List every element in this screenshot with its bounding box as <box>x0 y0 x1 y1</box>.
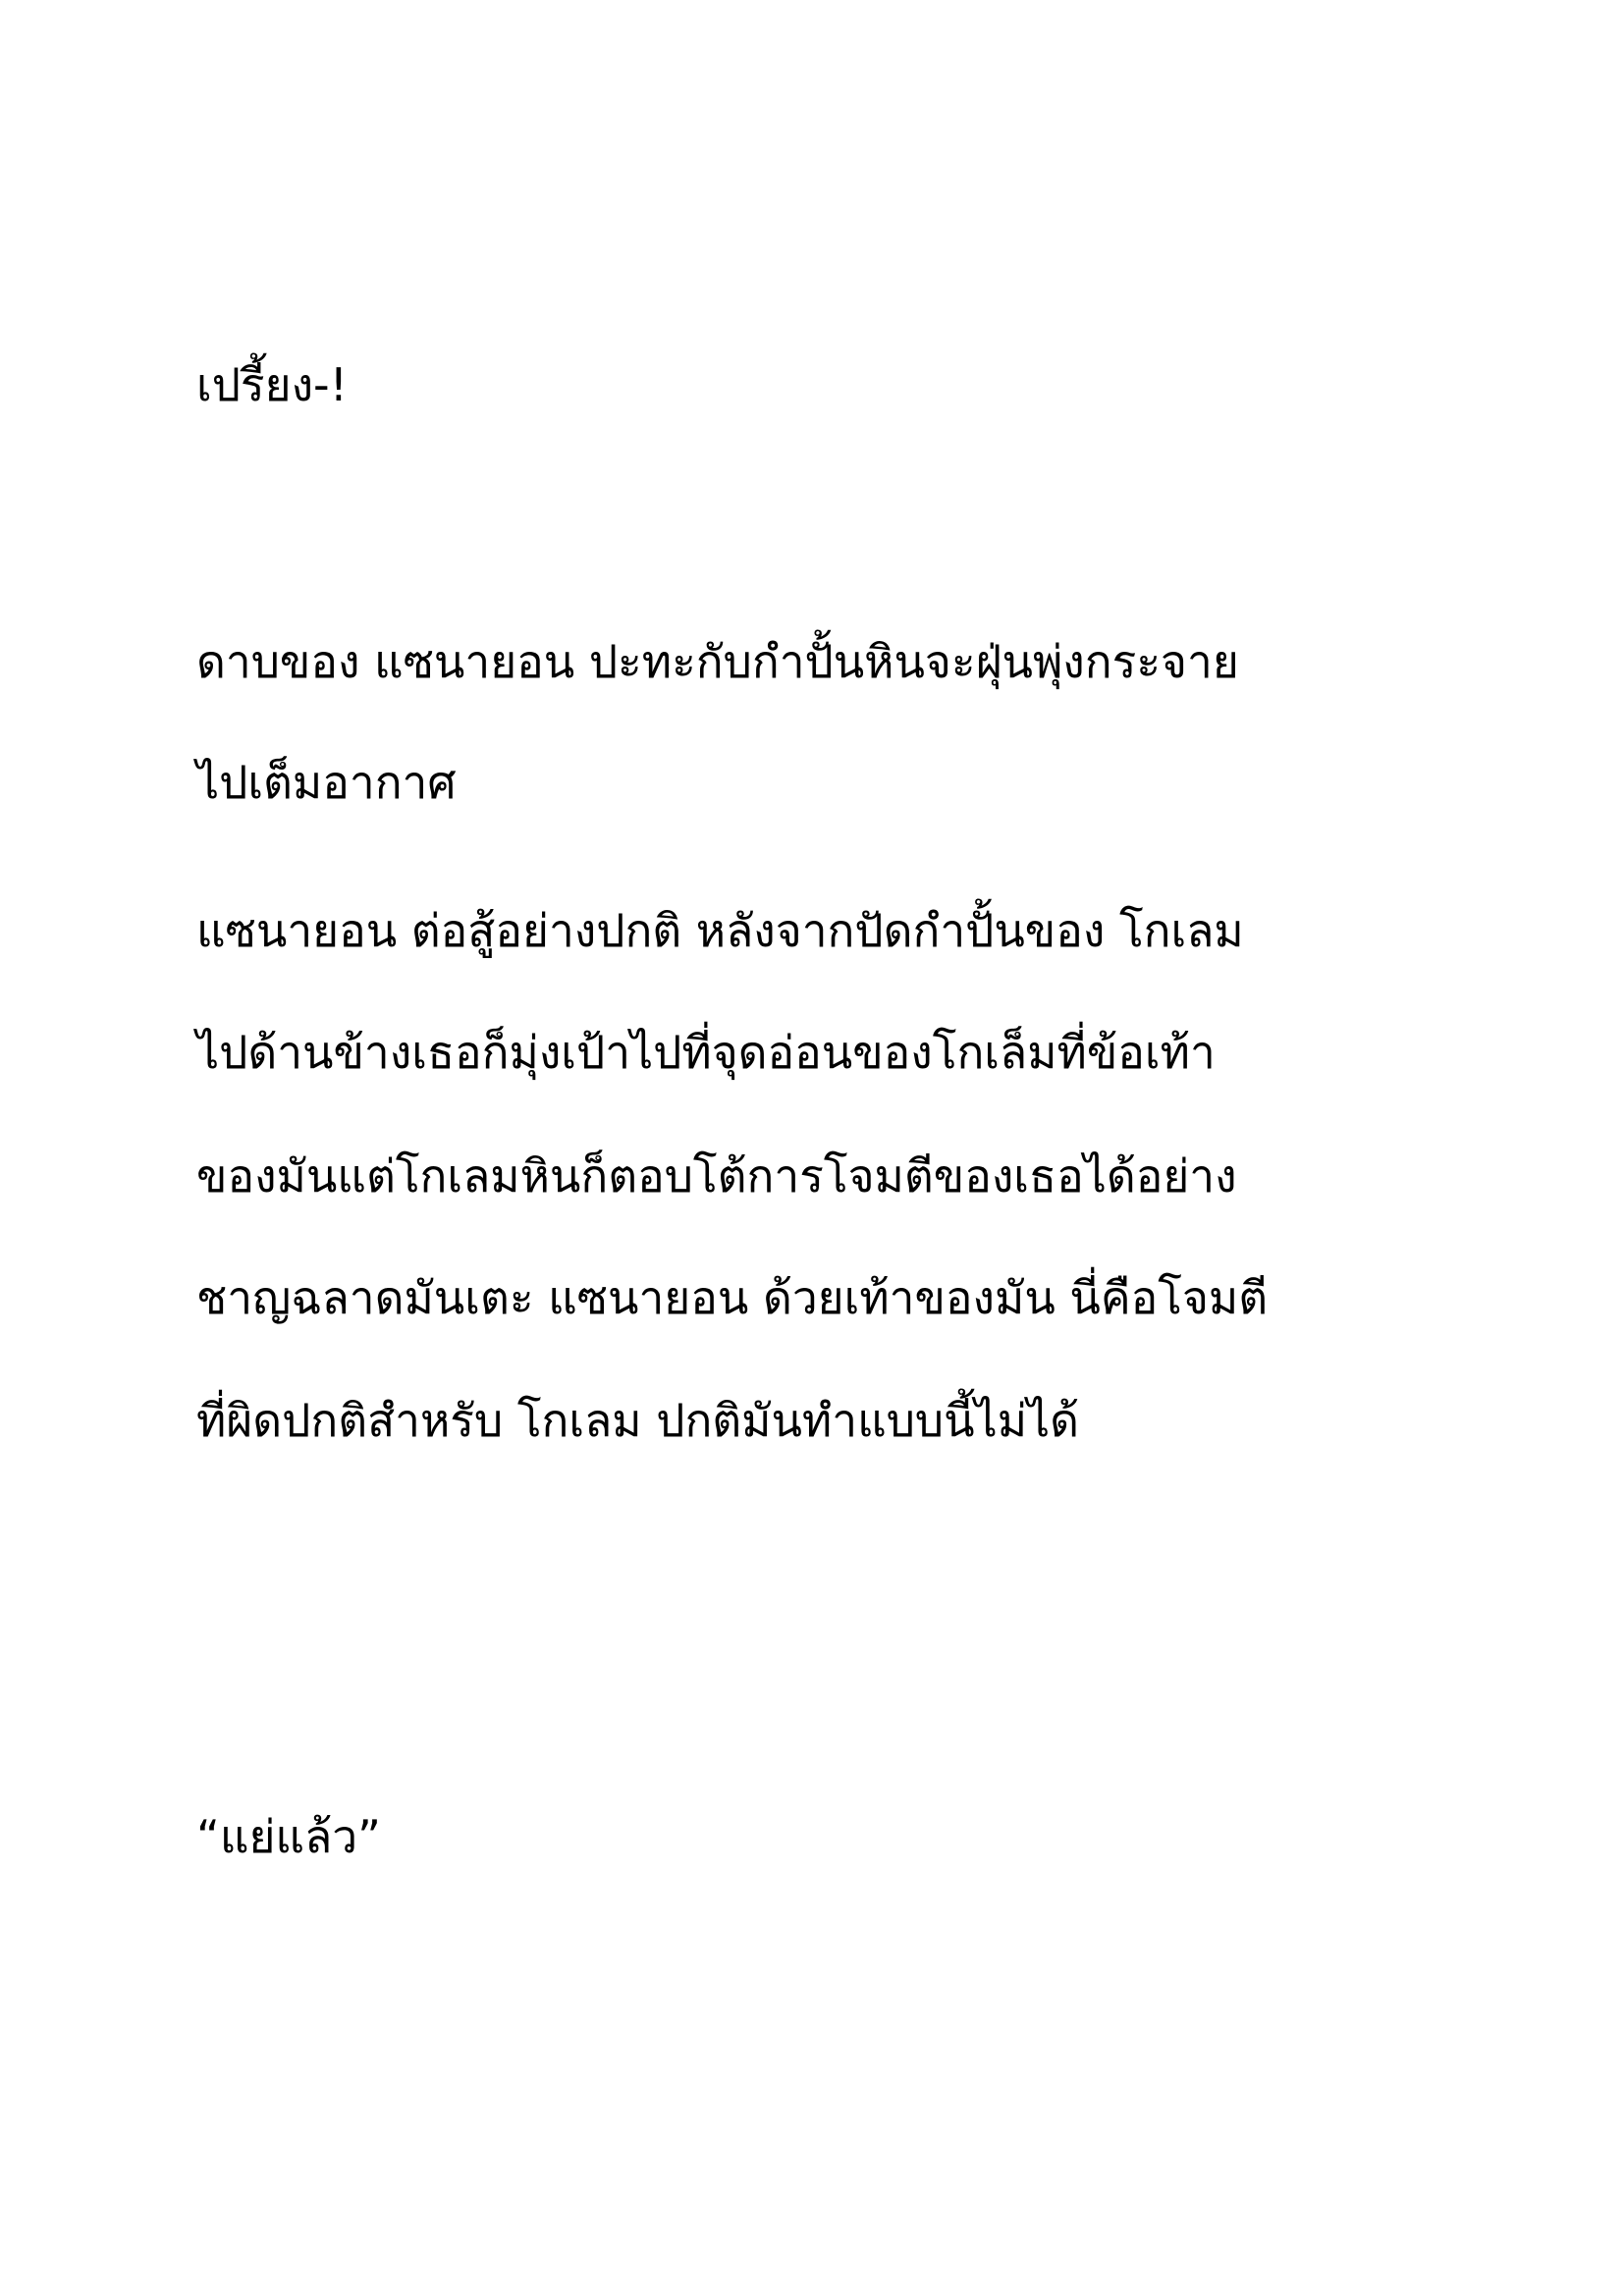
paragraph1-line-1: ดาบของ แซนายอน ปะทะกับกำปั้นหินจะฝุ่นพุ่งกระจาย <box>196 635 1239 688</box>
paragraph1-line-2: ไปเต็มอากาศ <box>196 756 457 809</box>
dialogue-line: “แย่แล้ว” <box>196 1810 381 1863</box>
paragraph2-line-4: ชาญฉลาดมันเตะ แซนายอน ด้วยเท้าของมัน นี่คือโจมตี <box>196 1271 1269 1324</box>
exclamation-line: เปรี้ยง-! <box>196 358 349 411</box>
paragraph2-line-5: ที่ผิดปกติสำหรับ โกเลม ปกติมันทำแบบนี้ไม่ได้ <box>196 1394 1080 1447</box>
paragraph2-line-3: ของมันแต่โกเลมหินก็ตอบโต้การโจมตีของเธอได้อย่าง <box>196 1149 1237 1202</box>
paragraph2-line-2: ไปด้านข้างเธอก็มุ่งเป้าไปที่จุดอ่อนของโกเล็มที่ข้อเท้า <box>196 1026 1216 1079</box>
paragraph2-line-1: แซนายอน ต่อสู้อย่างปกติ หลังจากปัดกำปั้นของ โกเลม <box>196 904 1244 957</box>
